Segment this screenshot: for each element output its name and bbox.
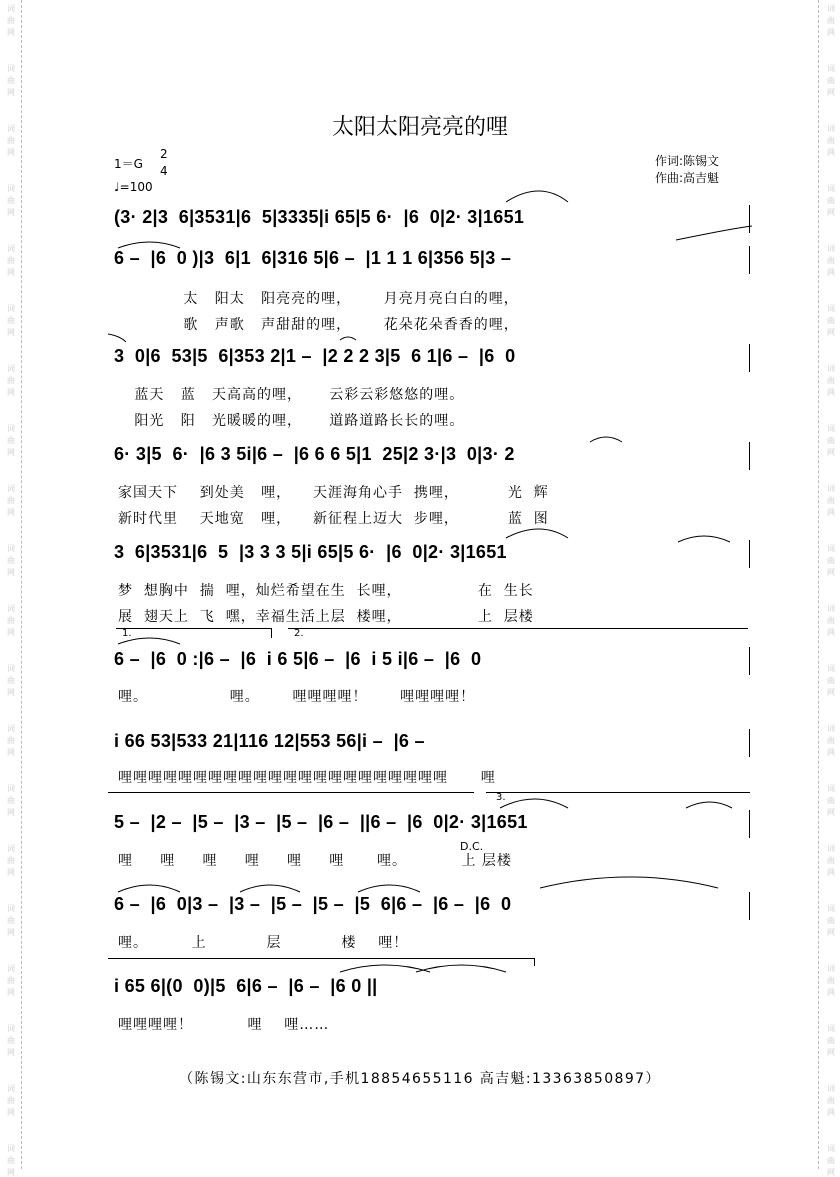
watermark-char: 词 (827, 1144, 835, 1153)
volta-3-label: 3. (496, 792, 506, 803)
watermark-char: 曲 (827, 76, 835, 85)
watermark-char: 曲 (7, 436, 15, 445)
lyric-line: 家国天下 到处美 哩， 天涯海角心手 携哩， 光 辉 (118, 485, 549, 501)
watermark-char: 网 (827, 448, 835, 457)
watermark-char: 词 (827, 544, 835, 553)
stave-end-barline (749, 540, 750, 568)
watermark-char: 曲 (827, 196, 835, 205)
watermark-char: 曲 (827, 256, 835, 265)
watermark-char: 词 (7, 484, 15, 493)
watermark-char: 词 (7, 844, 15, 853)
lyric-line: 展 翅天上 飞 嘿，幸福生活上层 楼哩， 上 层楼 (118, 609, 534, 625)
stave-3: 3 0|6 53|5 6|353 2|1 – |2 2 2 3|5 6 1|6 – |6 0 (114, 346, 516, 366)
watermark-char: 曲 (7, 1156, 15, 1165)
stave-end-barline (749, 344, 750, 372)
watermark-char: 词 (7, 664, 15, 673)
watermark-char: 曲 (827, 16, 835, 25)
watermark-char: 曲 (7, 196, 15, 205)
watermark-char: 网 (827, 808, 835, 817)
watermark-char: 曲 (827, 436, 835, 445)
composer-credit: 作曲:高吉魁 (655, 171, 720, 185)
slur (240, 885, 300, 892)
watermark-char: 网 (7, 508, 15, 517)
watermark-char: 网 (827, 88, 835, 97)
watermark-char: 词 (7, 964, 15, 973)
watermark-char: 词 (7, 4, 15, 13)
slur (506, 529, 568, 538)
slur (416, 965, 506, 972)
time-signature-top: 2 (160, 147, 168, 161)
watermark-char: 网 (827, 628, 835, 637)
lyric-line: 阳光 阳 光暖暖的哩， 道路道路长长的哩。 (118, 413, 465, 429)
watermark-char: 曲 (7, 136, 15, 145)
lyric-line: 哩哩哩哩哩哩哩哩哩哩哩哩哩哩哩哩哩哩哩哩哩哩 哩 (118, 770, 496, 786)
watermark-char: 词 (7, 424, 15, 433)
watermark-char: 曲 (7, 856, 15, 865)
watermark-char: 词 (827, 484, 835, 493)
watermark-char: 词 (7, 724, 15, 733)
watermark-char: 曲 (827, 796, 835, 805)
watermark-char: 网 (7, 628, 15, 637)
watermark-char: 网 (827, 928, 835, 937)
watermark-char: 词 (7, 544, 15, 553)
lyric-line: 哩 哩 哩 哩 哩 哩 哩。 上 层楼 (118, 853, 512, 869)
volta-2-label: 2. (294, 628, 304, 639)
slur (590, 437, 622, 442)
watermark-char: 曲 (827, 976, 835, 985)
song-title: 太阳太阳亮亮的哩 (331, 115, 508, 140)
watermark-char: 词 (827, 244, 835, 253)
lyric-line: 梦 想胸中 揣 哩，灿烂希望在生 长哩， 在 生长 (118, 583, 534, 599)
watermark-char: 网 (827, 1108, 835, 1117)
watermark-char: 词 (7, 124, 15, 133)
watermark-char: 词 (7, 364, 15, 373)
slur (340, 965, 430, 972)
watermark-char: 词 (7, 1024, 15, 1033)
watermark-char: 网 (827, 748, 835, 757)
watermark-char: 词 (827, 604, 835, 613)
watermark-char: 曲 (7, 16, 15, 25)
watermark-char: 网 (7, 88, 15, 97)
watermark-char: 曲 (827, 1096, 835, 1105)
stave-end-barline (749, 647, 750, 675)
watermark-char: 词 (7, 784, 15, 793)
watermark-char: 词 (7, 244, 15, 253)
watermark-char: 网 (7, 1048, 15, 1057)
slur (108, 334, 126, 342)
stave-2: 6 – |6 0 )|3 6|1 6|316 5|6 – |1 1 1 6|356 5|3 – (114, 248, 512, 268)
watermark-char: 曲 (7, 796, 15, 805)
stave-6: 6 – |6 0 :|6 – |6 i 6 5|6 – |6 i 5 i|6 – |6 0 (114, 649, 482, 669)
watermark-char: 网 (827, 148, 835, 157)
slur (540, 877, 718, 888)
watermark-char: 网 (7, 388, 15, 397)
watermark-char: 网 (7, 208, 15, 217)
stave-8: 5 – |2 – |5 – |3 – |5 – |6 – ||6 – |6 0|2· 3|1651 (114, 812, 528, 832)
stave-end-barline (749, 810, 750, 838)
lyric-line: 新时代里 天地宽 哩， 新征程上迈大 步哩， 蓝 图 (118, 511, 549, 527)
watermark-char: 曲 (7, 316, 15, 325)
watermark-char: 曲 (827, 556, 835, 565)
watermark-char: 网 (7, 568, 15, 577)
watermark-char: 词 (827, 784, 835, 793)
stave-5: 3 6|3531|6 5 |3 3 3 5|i 65|5 6· |6 0|2· 3|1651 (114, 542, 507, 562)
slur (358, 885, 420, 892)
watermark-char: 网 (827, 208, 835, 217)
watermark-char: 网 (7, 448, 15, 457)
slur (118, 242, 180, 248)
watermark-char: 词 (827, 904, 835, 913)
watermark-char: 词 (7, 1144, 15, 1153)
watermark-char: 词 (827, 724, 835, 733)
watermark-char: 曲 (827, 736, 835, 745)
stave-end-barline (749, 729, 750, 757)
slur (686, 802, 732, 808)
watermark-char: 曲 (7, 496, 15, 505)
contact-footer: （陈锡文:山东东营市,手机18854655116 高吉魁:13363850897） (179, 1071, 661, 1087)
stave-4: 6· 3|5 6· |6 3 5i|6 – |6 6 6 5|1 25|2 3·|3 0|3· 2 (114, 444, 515, 464)
watermark-char: 网 (827, 868, 835, 877)
watermark-char: 曲 (827, 676, 835, 685)
key-signature: 1＝G (114, 157, 143, 171)
watermark-char: 网 (7, 688, 15, 697)
watermark-char: 曲 (827, 916, 835, 925)
watermark-char: 曲 (827, 136, 835, 145)
watermark-char: 网 (827, 568, 835, 577)
slur (506, 191, 568, 202)
watermark-char: 网 (827, 268, 835, 277)
watermark-char: 词 (7, 1084, 15, 1093)
lyric-line: 太 阳太 阳亮亮的哩， 月亮月亮白白的哩， (118, 291, 519, 307)
watermark-char: 曲 (7, 976, 15, 985)
watermark-char: 网 (7, 148, 15, 157)
watermark-char: 词 (7, 904, 15, 913)
watermark-char: 词 (827, 1024, 835, 1033)
watermark-char: 词 (827, 964, 835, 973)
watermark-char: 曲 (827, 856, 835, 865)
watermark-char: 网 (827, 328, 835, 337)
volta-1-label: 1. (122, 628, 132, 639)
slur (676, 226, 752, 240)
watermark-char: 曲 (7, 616, 15, 625)
watermark-char: 网 (7, 928, 15, 937)
watermark-char: 词 (827, 364, 835, 373)
watermark-char: 词 (827, 64, 835, 73)
tempo-marking: ♩=100 (114, 180, 153, 194)
watermark-char: 网 (827, 988, 835, 997)
watermark-char: 词 (7, 304, 15, 313)
watermark-char: 词 (827, 424, 835, 433)
watermark-char: 曲 (7, 256, 15, 265)
watermark-char: 网 (827, 1168, 835, 1177)
watermark-char: 曲 (7, 556, 15, 565)
watermark-char: 网 (7, 808, 15, 817)
watermark-char: 词 (7, 604, 15, 613)
time-signature-bottom: 4 (160, 164, 168, 178)
lyric-line: 哩。 哩。 哩哩哩哩！ 哩哩哩哩！ (118, 689, 476, 705)
stave-end-barline (749, 892, 750, 920)
watermark-char: 曲 (827, 316, 835, 325)
watermark-char: 网 (827, 1048, 835, 1057)
stave-10: i 65 6|(0 0)|5 6|6 – |6 – |6 0 || (114, 976, 378, 996)
watermark-char: 网 (827, 688, 835, 697)
watermark-char: 曲 (7, 1096, 15, 1105)
watermark-char: 曲 (7, 736, 15, 745)
watermark-char: 词 (827, 304, 835, 313)
watermark-char: 曲 (827, 496, 835, 505)
watermark-char: 网 (7, 28, 15, 37)
watermark-char: 词 (827, 4, 835, 13)
slur (118, 885, 180, 892)
stave-9: 6 – |6 0|3 – |3 – |5 – |5 – |5 6|6 – |6 – |6 0 (114, 894, 512, 914)
stave-7: i 66 53|533 21|116 12|553 56|i – |6 – (114, 731, 425, 751)
lyricist-credit: 作词:陈锡文 (655, 154, 720, 168)
lyric-line: 歌 声歌 声甜甜的哩， 花朵花朵香香的哩， (118, 317, 519, 333)
watermark-char: 曲 (7, 916, 15, 925)
lyric-line: 蓝天 蓝 天高高的哩， 云彩云彩悠悠的哩。 (118, 387, 465, 403)
slur (678, 536, 730, 542)
watermark-char: 网 (827, 508, 835, 517)
watermark-char: 曲 (7, 76, 15, 85)
watermark-char: 词 (7, 64, 15, 73)
stave-end-barline (749, 246, 750, 274)
slur (118, 638, 180, 644)
watermark-char: 曲 (7, 676, 15, 685)
stave-end-barline (749, 442, 750, 470)
watermark-char: 网 (7, 988, 15, 997)
watermark-char: 曲 (7, 1036, 15, 1045)
watermark-char: 词 (827, 844, 835, 853)
watermark-char: 曲 (827, 1036, 835, 1045)
watermark-char: 曲 (827, 376, 835, 385)
watermark-char: 曲 (7, 376, 15, 385)
stave-end-barline (749, 205, 750, 233)
watermark-char: 网 (7, 1168, 15, 1177)
slur (500, 799, 568, 808)
watermark-char: 网 (827, 28, 835, 37)
lyric-line: 哩哩哩哩！ 哩 哩…… (118, 1017, 330, 1033)
watermark-char: 词 (827, 664, 835, 673)
watermark-char: 网 (7, 328, 15, 337)
da-capo: D.C. (460, 840, 484, 853)
watermark-char: 词 (827, 184, 835, 193)
watermark-char: 词 (827, 124, 835, 133)
watermark-char: 曲 (827, 1156, 835, 1165)
lyric-line: 哩。 上 层 楼 哩！ (118, 935, 409, 951)
watermark-char: 网 (7, 868, 15, 877)
slur (340, 337, 356, 340)
watermark-char: 网 (827, 388, 835, 397)
watermark-char: 词 (7, 184, 15, 193)
watermark-char: 曲 (827, 616, 835, 625)
watermark-char: 网 (7, 748, 15, 757)
stave-1: (3· 2|3 6|3531|6 5|3335|i 65|5 6· |6 0|2· 3|1651 (114, 207, 525, 227)
watermark-char: 网 (7, 268, 15, 277)
watermark-char: 网 (7, 1108, 15, 1117)
watermark-char: 词 (827, 1084, 835, 1093)
